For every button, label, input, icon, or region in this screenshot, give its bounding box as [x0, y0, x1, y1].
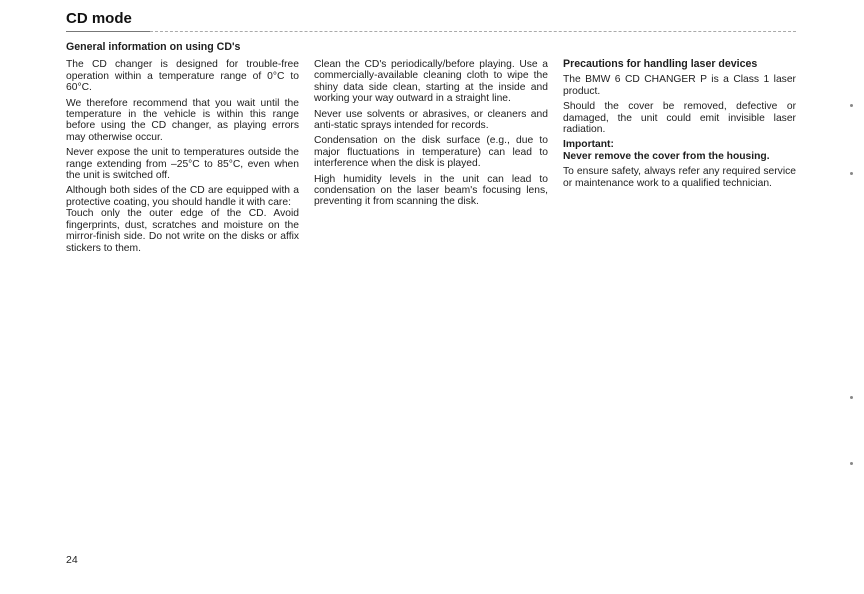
paragraph: Condensation on the disk surface (e.g., due to major fluctuations in temperature) can lead to interference when the disk is played.	[314, 135, 548, 170]
important-text: Never remove the cover from the housing.	[563, 150, 770, 162]
paragraph: High humidity levels in the unit can lead to condensation on the laser beam's focusing lens, preventing it from scanning the disk.	[314, 173, 548, 208]
page-number: 24	[66, 554, 78, 566]
paragraph: The BMW 6 CD CHANGER P is a Class 1 laser product.	[563, 74, 796, 97]
section-heading-laser: Precautions for handling laser devices	[563, 58, 758, 70]
paragraph: Although both sides of the CD are equipped with a protective coating, you should handle it with care:	[66, 185, 299, 208]
paragraph: We therefore recommend that you wait until the temperature in the vehicle is within this range before using the CD changer, as playing errors may otherwise occur.	[66, 97, 299, 143]
important-notice	[563, 139, 796, 162]
page-title: CD mode	[66, 10, 132, 27]
paragraph: The CD changer is designed for trouble-free operation within a temperature range of 0°C to 60°C.	[66, 59, 299, 94]
margin-mark	[850, 104, 853, 107]
paragraph: Never expose the unit to temperatures outside the range extending from –25°C to 85°C, even when the unit is switched off.	[66, 147, 299, 182]
column-3	[563, 59, 796, 193]
important-label: Important:	[563, 139, 614, 151]
title-rule-dashed	[150, 31, 796, 32]
paragraph: To ensure safety, always refer any required service or maintenance work to a qualified technician.	[563, 166, 796, 189]
margin-mark	[850, 396, 853, 399]
paragraph: Touch only the outer edge of the CD. Avoid fingerprints, dust, scratches and moisture on the mirror-finish side. Do not write on the disks or affix stickers to them.	[66, 208, 299, 254]
margin-mark	[850, 462, 853, 465]
column-1	[66, 42, 299, 258]
column-2	[314, 59, 548, 212]
paragraph: Clean the CD's periodically/before playing. Use a commercially-available cleaning cloth to wipe the shiny data side clean, starting at the inside and working your way outward in a straight line.	[314, 59, 548, 105]
margin-mark	[850, 172, 853, 175]
section-heading-cd-info: General information on using CD's	[66, 41, 241, 53]
paragraph: Should the cover be removed, defective or damaged, the unit could emit invisible laser radiation.	[563, 101, 796, 136]
paragraph: Never use solvents or abrasives, or cleaners and anti-static sprays intended for records.	[314, 108, 548, 132]
title-rule	[66, 31, 150, 32]
